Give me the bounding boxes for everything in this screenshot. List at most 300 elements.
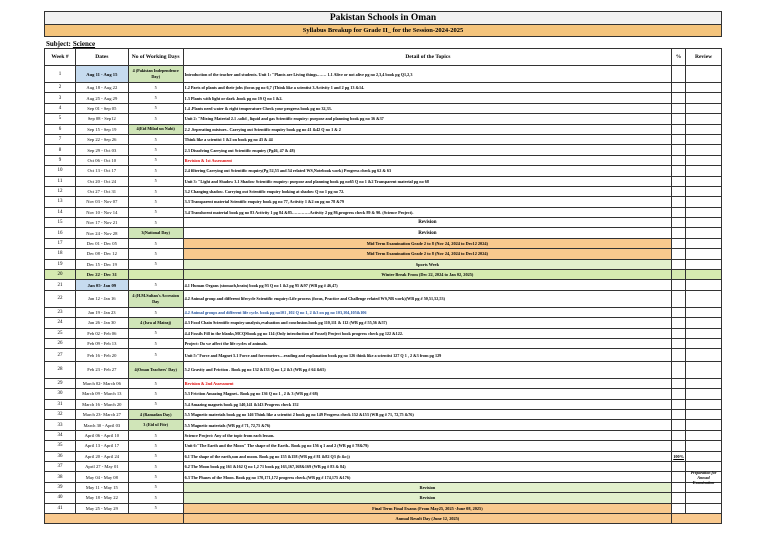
review-cell [686,156,721,165]
week-cell: 6 [45,125,76,134]
pct-cell [672,197,686,206]
week-cell: 14 [45,208,76,217]
table-row [44,249,722,259]
detail-cell: 4.4 Fossils Fill in the blanks,MCQSbook pg no 114 (Only introduction of Fossel) Project book progress check pg 122 &122. [184,329,673,338]
pct-cell [672,291,686,307]
dates-cell: Nov 24 - Nov 28 [76,228,129,237]
week-cell: 30 [45,389,76,398]
working-days-cell: 4 (Pakistan Independence Day) [129,66,184,82]
week-cell: 37 [45,462,76,471]
review-cell [686,504,721,513]
dates-cell: Jan 26 - Jan 30 [76,318,129,327]
dates-cell: Oct 27 - Oct 31 [76,187,129,196]
review-cell [686,318,721,327]
pct-cell [672,329,686,338]
detail-cell: Introduction of the teacher and students. Unit 1: "Plants are Living things.…… 1.1 Alive or not alive pg no 2,3,4 book pg Q1,2,3 [184,66,673,82]
subject-label: Subject: [46,40,71,48]
pct-cell [672,441,686,450]
week-cell: 23 [45,308,76,317]
review-cell [686,379,721,388]
table-row [44,379,722,389]
week-cell: 39 [45,483,76,492]
review-cell [686,135,721,144]
dates-cell: Dec 22 - Dec 31 [76,270,129,279]
table-row [44,291,722,308]
pct-cell [672,83,686,92]
review-cell [686,218,721,227]
dates-cell: May 25 - May 29 [76,504,129,513]
review-cell [686,83,721,92]
dates-cell: Oct 06 - Oct 10 [76,156,129,165]
week-cell: 41 [45,504,76,513]
title-text: Pakistan Schools in Oman [329,13,437,23]
working-days-cell: 5 [129,249,184,258]
week-cell: 8 [45,145,76,154]
review-cell [686,349,721,361]
table-row [44,452,722,462]
review-cell [686,329,721,338]
subtitle-text: Syllabus Breakup for Grade II_ for the Session-2024-2025 [302,27,464,34]
dates-cell: May 04 - May 08 [76,472,129,481]
detail-cell: 6.3 The Phases of the Moon. Book pg no 170,171,172 progress check.(WB pg # 174,175 &176) [184,472,673,481]
working-days-cell: 5 [129,166,184,175]
week-cell: 11 [45,177,76,186]
working-days-cell: 5 [129,493,184,502]
table-row [44,156,722,166]
week-cell: 27 [45,349,76,361]
working-days-cell: 5 [129,441,184,450]
working-days-cell: 5 [129,504,184,513]
dates-cell: Nov 10 - Nov 14 [76,208,129,217]
table-row [44,410,722,420]
dates-cell: Feb 09 - Feb 13 [76,339,129,348]
detail-cell: Project: Do we affect the life cycles of animals. [184,339,673,348]
detail-cell: 4.3 Food Chain Scientific enquiry:analysis,evaluation and conclusion.book pg 110,111 & 112 (WB pg # 55,56 &57) [184,318,673,327]
pct-cell [672,318,686,327]
review-cell [686,104,721,113]
review-cell [686,441,721,450]
working-days-cell: 5 [129,452,184,461]
detail-cell: 6.2 The Moon book pg 161 &162 Q no 1,2 71 book pg 163,167,168&169 (WB pg # 83 & 84) [184,462,673,471]
week-cell: 22 [45,291,76,307]
week-cell: 38 [45,472,76,481]
table-row [44,66,722,83]
merged-cell: Final Term Final Exams (From May25, 2025 -June 08, 2025) [184,504,673,513]
subject-line [44,37,722,48]
review-cell [686,410,721,419]
table-row [44,270,722,280]
working-days-cell: 3(National Day) [129,228,184,237]
pct-cell [672,339,686,348]
table-row [44,400,722,410]
pct-cell [672,280,686,289]
table-row [44,83,722,93]
dates-cell: Aug 11 - Aug 15 [76,66,129,82]
detail-cell: 5.3 Friction Amazing Magnet.. Book pg no 136 Q no 1 , 2 & 3 (WB pg # 68) [184,389,673,398]
dates-cell: Oct 13 - Oct 17 [76,166,129,175]
review-cell [686,280,721,289]
pct-cell [672,431,686,440]
syllabus-sheet [44,11,722,524]
review-cell [686,197,721,206]
detail-cell: 3.3 Transparent material Scientific enquiry book pg no 77, Activity 1 &2 on pg no 78 &79 [184,197,673,206]
header-pct: % [672,49,686,65]
pct-cell [672,228,686,237]
working-days-cell: 5 [129,177,184,186]
detail-cell: Science Project: Any of the topic from each lesson. [184,431,673,440]
working-days-cell: 4 (Isra al Mairaj) [129,318,184,327]
review-cell [686,362,721,378]
working-days-cell: 5 [129,197,184,206]
week-cell: 12 [45,187,76,196]
pct-cell [672,145,686,154]
merged-cell: Revision [184,228,673,237]
week-cell: 13 [45,197,76,206]
dates-cell: Sep 15 - Sep 19 [76,125,129,134]
review-cell [686,493,721,502]
week-cell: 3 [45,93,76,102]
week-cell: 31 [45,400,76,409]
pct-cell [672,462,686,471]
table-row [44,145,722,155]
table-row [44,349,722,362]
review-cell [686,308,721,317]
week-cell: 20 [45,270,76,279]
week-cell: 4 [45,104,76,113]
week-cell: 28 [45,362,76,378]
detail-cell: 1.4 .Plants need water & right temperature Check your progress book pg no 32,33. [184,104,673,113]
table-row [44,469,722,485]
table-row [44,218,722,228]
working-days-cell: 5 [129,339,184,348]
review-cell [686,145,721,154]
dates-cell: Dec 01 - Dec 05 [76,239,129,248]
dates-cell: Feb 02 - Feb 06 [76,329,129,338]
table-row [44,362,722,379]
table-row [44,135,722,145]
dates-cell: March 23- March 27 [76,410,129,419]
detail-cell: Revision & 1st Assessment [184,156,673,165]
detail-cell: 3.2 Changing shadow. Carrying out Scientific enquiry looking at shadow Q no 1 pg no 72. [184,187,673,196]
working-days-cell [129,270,184,279]
pct-cell [672,177,686,186]
dates-cell: Dec 08 - Dec 12 [76,249,129,258]
review-cell [686,249,721,258]
footer-row [44,514,722,524]
week-cell: 24 [45,318,76,327]
table-row [44,197,722,207]
table-header [44,48,722,66]
working-days-cell: 5 [129,379,184,388]
pct-cell [672,308,686,317]
table-row [44,504,722,514]
pct-cell [672,208,686,217]
table-row [44,208,722,218]
merged-cell: Mid Term Examination Grade 2 to 8 (Nov 24, 2024 to Dec12 2024) [184,249,673,258]
week-cell: 33 [45,420,76,429]
pct-cell [672,483,686,492]
dates-cell: Aug 18 - Aug 22 [76,83,129,92]
detail-cell: 4.1 Human Organs (stomach,brain) book pg 93 Q no 1 &2 pg 95 &97 (WB pg # 46,47) [184,280,673,289]
pct-cell [672,125,686,134]
dates-cell: March 02- March 06 [76,379,129,388]
week-cell: 26 [45,339,76,348]
working-days-cell: 5 [129,483,184,492]
subject-value: Science [72,40,96,48]
dates-cell: Sep 01 - Sep 05 [76,104,129,113]
table-row [44,493,722,503]
review-cell [686,260,721,269]
working-days-cell: 5 [129,83,184,92]
dates-cell: Jan 19 - Jan 23 [76,308,129,317]
working-days-cell: 4 (Ramadan Day) [129,410,184,419]
table-row [44,318,722,328]
detail-cell: Unit 2: "Mixing Material 2.1 .solid , liquid and gas Scientific enquiry: purpose and planning book pg no 36 &37 [184,114,673,123]
working-days-cell: 5 [129,145,184,154]
table-row [44,462,722,472]
table-row [44,339,722,349]
dates-cell: Jan 12 - Jan 16 [76,291,129,307]
dates-cell: Oct 20 - Oct 24 [76,177,129,186]
header-review: Review [695,54,713,60]
table-row [44,239,722,249]
dates-cell: April 20 - April 24 [76,452,129,461]
table-row [44,104,722,114]
working-days-cell: 5 [129,329,184,338]
working-days-cell: 5 [129,349,184,361]
merged-cell: Revision [184,483,673,492]
detail-cell: Unit 6:"The Earth and the Moon" The shape of the Earth.. Book pg no 156 q 1 and 2 (WB pg # 78&79) [184,441,673,450]
week-cell: 19 [45,260,76,269]
week-cell: 25 [45,329,76,338]
detail-cell: 3.4 Translucent material book pg no 83 Activity 1 pg 84 &85………….Activity 2 pg 86,progress check 89 & 90. (Science Project). [184,208,673,217]
working-days-cell: 5 [129,462,184,471]
pct-cell [672,379,686,388]
working-days-cell: 5 [129,135,184,144]
merged-cell: Revision [184,493,673,502]
merged-cell: Sports Week [184,260,673,269]
dates-cell: Sep 22 - Sep 26 [76,135,129,144]
working-days-cell: 5 [129,104,184,113]
detail-cell: 4.2 Animal group and different lifecycle Scientific enquiry:Life process (focus, Practice and Challenge related WS,NB work)(WB pg # 50,51,52,53) [184,291,673,307]
working-days-cell: 5 [129,93,184,102]
week-cell: 29 [45,379,76,388]
detail-cell: Unit 5:"Force and Magnet 5.1 Force and forcemeters…reading and explanation book pg no 126 think like a scientist 127 Q 1 , 2 &3 from pg 129 [184,349,673,361]
dates-cell: Feb 23 - Feb 27 [76,362,129,378]
working-days-cell: 5 [129,239,184,248]
dates-cell: May 18 - May 22 [76,493,129,502]
dates-cell: Nov 03 - Nov 07 [76,197,129,206]
pct-cell [672,270,686,279]
working-days-cell: 5 [129,208,184,217]
pct-cell [672,249,686,258]
pct-cell [672,410,686,419]
footer-text: Annual Result Day (June 12, 2025) [184,514,673,523]
week-cell: 34 [45,431,76,440]
working-days-cell: 5 [129,260,184,269]
dates-cell: April 27 - May 01 [76,462,129,471]
dates-cell: Sep 08 - Sep12 [76,114,129,123]
table-row [44,329,722,339]
pct-cell [672,400,686,409]
table-body [44,66,722,514]
table-row [44,389,722,399]
review-cell [686,291,721,307]
pct-cell [672,239,686,248]
week-cell: 15 [45,218,76,227]
working-days-cell: 5 [129,280,184,289]
table-row [44,441,722,451]
pct-cell [672,166,686,175]
footer-blank [45,514,184,523]
detail-cell: 2.3 Dissolving Carrying out Scientific enquiry (Pg46, 47 & 48) [184,145,673,154]
pct-cell [672,362,686,378]
dates-cell: May 11 - May 15 [76,483,129,492]
review-cell [686,420,721,429]
review-cell [686,208,721,217]
pct-cell [672,187,686,196]
detail-cell: 1.3 Plants with light or dark .book pg no 19 Q no 1 &2. [184,93,673,102]
pct-cell [672,504,686,513]
pct-cell [672,66,686,82]
dates-cell: March 16 - March 20 [76,400,129,409]
review-cell [686,400,721,409]
detail-cell: 5.5 Magnetic materials (WB pg # 71, 72,75 &76) [184,420,673,429]
week-cell: 7 [45,135,76,144]
pct-cell [672,389,686,398]
working-days-cell: 5 [129,389,184,398]
table-row [44,166,722,176]
detail-cell: Revision & 2nd Assessment [184,379,673,388]
working-days-cell: 4(Eid Milad un Nabi) [129,125,184,134]
table-row [44,187,722,197]
detail-cell: 6.1 The shape of the earth,sun and moon. Book pg no 155 &158 (WB pg # 81 &82 Q3 (b &c)) [184,452,673,461]
pct-cell [672,104,686,113]
review-cell [686,177,721,186]
header-detail: Detail of the Topics [184,49,673,65]
working-days-cell: 5 [129,400,184,409]
pct-cell [672,349,686,361]
working-days-cell: 4(Oman Teachers' Day) [129,362,184,378]
review-cell [686,166,721,175]
review-cell [686,270,721,279]
pct-cell [672,218,686,227]
working-days-cell: 5 [129,431,184,440]
sheet-title [44,11,722,25]
merged-cell: Revision [184,218,673,227]
week-cell: 17 [45,239,76,248]
table-row [44,280,722,290]
dates-cell: Feb 16 - Feb 20 [76,349,129,361]
working-days-cell: 5 [129,114,184,123]
week-cell: 36 [45,452,76,461]
footer-blank-right [672,514,721,523]
merged-cell: Winter Break From (Dec 22, 2024 to Jan 02, 2025) [184,270,673,279]
table-row [44,308,722,318]
dates-cell: April 06 - April 10 [76,431,129,440]
detail-cell: Unit 3: "Light and Shadow 3.1 Shadow Scientific enquiry: purpose and planning book pg no65 Q no 1 &2 Transparent material pg no 68 [184,177,673,186]
working-days-cell: 5 [129,308,184,317]
pct-cell [672,472,686,481]
pct-cell: 100% [672,452,686,461]
working-days-cell: 5 [129,187,184,196]
working-days-cell: 5 [129,156,184,165]
week-cell: 35 [45,441,76,450]
week-cell: 21 [45,280,76,289]
table-row [44,228,722,238]
working-days-cell: 4 (H.M.Sultan's Accession Day [129,291,184,307]
review-cell [686,114,721,123]
pct-cell [672,135,686,144]
week-cell: 9 [45,156,76,165]
working-days-cell: 5 [129,472,184,481]
review-cell [686,187,721,196]
week-cell: 10 [45,166,76,175]
review-cell [686,66,721,82]
detail-cell: Think like a scientist 1 &2 on book pg no 43 & 44 [184,135,673,144]
pct-cell [672,93,686,102]
header-dates: Dates [76,49,129,65]
pct-cell [672,420,686,429]
dates-cell: Nov 17 - Nov 21 [76,218,129,227]
week-cell: 2 [45,83,76,92]
week-cell: 16 [45,228,76,237]
review-cell [686,339,721,348]
detail-cell: 2.2 .Seperating mixture.. Carrying out Scientific enquiry book pg no 41 &42 Q no 1 & 2 [184,125,673,134]
detail-cell: 5.5 Magnetic materials book pg no 146 Think like a scientist 2 book pg no 149 Progress check 152 &153 (WB pg # 71, 72,75 &76) [184,410,673,419]
review-cell [686,239,721,248]
table-row [44,114,722,124]
table-row [44,125,722,135]
dates-cell: Dec 15 - Dec 19 [76,260,129,269]
review-cell [686,389,721,398]
review-cell [686,125,721,134]
week-cell: 18 [45,249,76,258]
review-note: Preparation for Annual Examination [690,469,717,485]
pct-cell [672,156,686,165]
review-cell [686,93,721,102]
header-working-days: No of Working Days [129,49,184,65]
table-row [44,93,722,103]
header-week: Week # [45,49,76,65]
dates-cell: April 13 - April 17 [76,441,129,450]
table-row [44,483,722,493]
dates-cell: Jan 05- Jan 09 [76,280,129,289]
table-row [44,420,722,430]
merged-cell: Mid Term Examination Grade 2 to 8 (Nov 24, 2024 to Dec12 2024) [184,239,673,248]
dates-cell: Aug 25 - Aug 29 [76,93,129,102]
review-cell [686,228,721,237]
review-cell [686,452,721,461]
review-cell [686,483,721,492]
review-cell [686,431,721,440]
detail-cell: 4.2 Animal groups and different life cycle. book pg no101 ,102 Q no 1, 2 &3 on pg no 103,104,105&106 [184,308,673,317]
sheet-subtitle [44,25,722,37]
detail-cell: 5.2 Gravity and Friction . Book pg no 132 &133 Q.no 1,2 &3 (WB pg # 64 &65) [184,362,673,378]
dates-cell: Sep 29 - Oct 03 [76,145,129,154]
table-row [44,431,722,441]
week-cell: 5 [45,114,76,123]
detail-cell: 1.2 Parts of plants and their jobs (focus pg no 6,7 (Think like a scientist 3.Activity 1 and 2 pg 13 &14. [184,83,673,92]
pct-cell [672,114,686,123]
working-days-cell: 3 (Eid ul Fitr) [129,420,184,429]
dates-cell: March 09 - March 13 [76,389,129,398]
table-row [44,260,722,270]
dates-cell: March 30 - April 03 [76,420,129,429]
working-days-cell: 5 [129,218,184,227]
week-cell: 1 [45,66,76,82]
detail-cell: 5.4 Amazing magnets book pg 140,141 &143 Progress check 152 [184,400,673,409]
